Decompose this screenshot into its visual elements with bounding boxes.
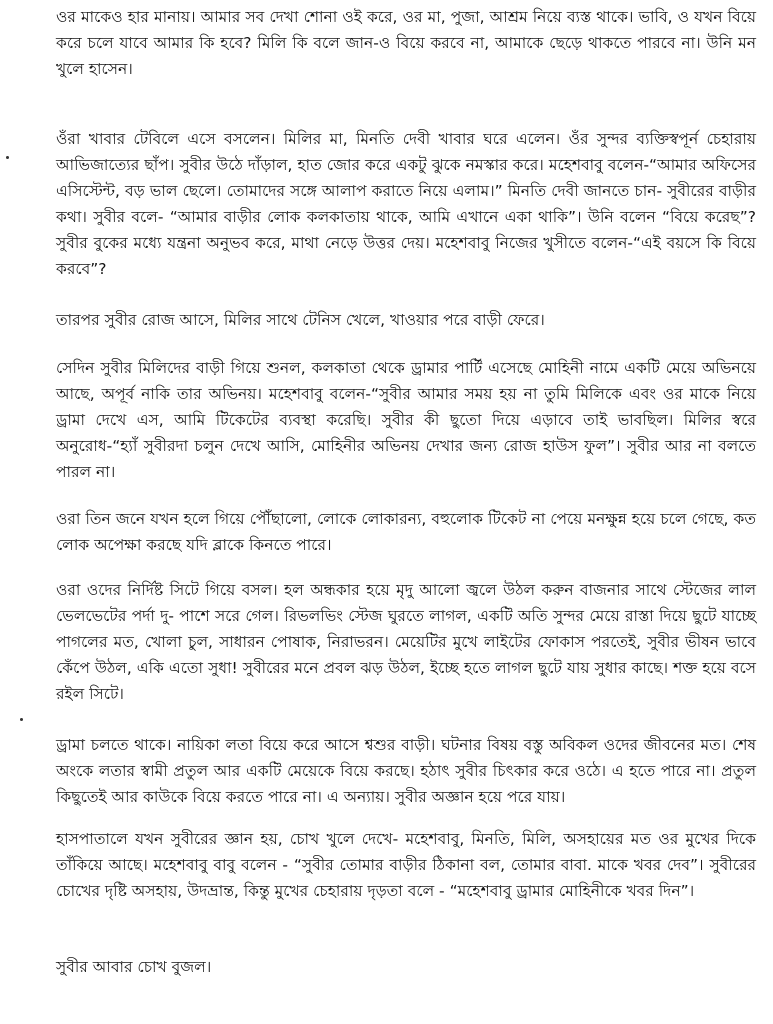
paragraph-7: ড্রামা চলতে থাকে। নায়িকা লতা বিয়ে করে আসে শ্বশুর বাড়ী। ঘটনার বিষয় বস্তু অবিকল ওদের জীবনের মত। শেষ অংকে লতার স্বামী প্রতুল আর একটি মেয়েকে বিয়ে করছে। হঠাৎ সুবীর চিৎকার করে ওঠে। এ হতে পারে না। প্রতুল কিছুতেই আর কাউকে বিয়ে করতে পারে না। এ অন্যায়। সুবীর অজ্ঞান হয়ে পরে যায়। [56,736,756,806]
scan-speck [20,718,23,721]
paragraph-2: ওঁরা খাবার টেবিলে এসে বসলেন। মিলির মা, মিনতি দেবী খাবার ঘরে এলেন। ওঁর সুন্দর ব্যক্তিস্বপূর্ন চেহারায় আভিজাত্যের ছাঁপ। সুবীর উঠে দাঁড়াল, হাত জোর করে একটু ঝুকে নমস্কার করে। মহেশবাবু বলেন-“আমার অফিসের এসিস্টেন্ট, বড় ভাল ছেলে। তোমাদের সঙ্গে আলাপ করাতে নিয়ে এলাম।” মিনতি দেবী জানতে চান- সুবীরের বাড়ীর কথা। সুবীর বলে- “আমার বাড়ীর লোক কলকাতায় থাকে, আমি এখানে একা থাকি”। উনি বলেন “বিয়ে করেছ”? সুবীর বুকের মধ্যে যন্ত্রনা অনুভব করে, মাথা নেড়ে উত্তর দেয়। মহেশবাবু নিজের খুসীতে বলেন-“এই বয়সে কি বিয়ে করবে”? [56,130,756,278]
scan-speck [6,156,9,159]
paragraph-8: হাসপাতালে যখন সুবীরের জ্ঞান হয়, চোখ খুলে দেখে- মহেশবাবু, মিনতি, মিলি, অসহায়ের মত ওর মুখের দিকে তাঁকিয়ে আছে। মহেশবাবু বাবু বলেন - “সুবীর তোমার বাড়ীর ঠিকানা বল, তোমার বাবা. মাকে খবর দেব”। সুবীরের চোখের দৃষ্টি অসহায়, উদভ্রান্ত, কিন্তু মুখের চেহারায় দৃড়তা বলে - “মহেশবাবু ড্রামার মোহিনীকে খবর দিন”। [56,830,756,900]
paragraph-4: সেদিন সুবীর মিলিদের বাড়ী গিয়ে শুনল, কলকাতা থেকে ড্রামার পার্টি এসেছে মোহিনী নামে একটি মেয়ে অভিনয়ে আছে, অপূর্ব নাকি তার অভিনয়। মহেশবাবু বলেন-“সুবীর আমার সময় হয় না তুমি মিলিকে এবং ওর মাকে নিয়ে ড্রামা দেখে এস, আমি টিকেটের ব্যবস্থা করেছি। সুবীর কী ছুতো দিয়ে এড়াবে তাই ভাবছিল। মিলির স্বরে অনুরোধ-“হ্যাঁ সুবীরদা চলুন দেখে আসি, মোহিনীর অভিনয় দেখার জন্য রোজ হাউস ফুল”। সুবীর আর না বলতে পারল না। [56,359,756,481]
paragraph-9: সুবীর আবার চোখ বুজল। [56,958,212,976]
paragraph-3: তারপর সুবীর রোজ আসে, মিলির সাথে টেনিস খেলে, খাওয়ার পরে বাড়ী ফেরে। [56,311,545,329]
paragraph-6: ওরা ওদের নির্দিষ্ট সিটে গিয়ে বসল। হল অন্ধকার হয়ে মৃদু আলো জ্বলে উঠল করুন বাজনার সাথে স্টেজের লাল ভেলভেটের পর্দা দু- পাশে সরে গেল। রিভলভিং স্টেজ ঘুরতে লাগল, একটি অতি সুন্দর মেয়ে রাস্তা দিয়ে ছুটে যাচ্ছে পাগলের মত, খোলা চুল, সাধারন পোষাক, নিরাভরন। মেয়েটির মুখে লাইটের ফোকাস পরতেই, সুবীর ভীষন ভাবে কেঁপে উঠল, একি এতো সুধা! সুবীরের মনে প্রবল ঝড় উঠল, ইচ্ছে হতে লাগল ছুটে যায় সুধার কাছে। শক্ত হয়ে বসে রইল সিটে। [56,581,756,703]
paragraph-1: ওর মাকেও হার মানায়। আমার সব দেখা শোনা ওই করে, ওর মা, পুজা, আশ্রম নিয়ে ব্যস্ত থাকে। ভাবি, ও যখন বিয়ে করে চলে যাবে আমার কি হবে? মিলি কি বলে জান-ও বিয়ে করবে না, আমাকে ছেড়ে থাকতে পারবে না। উনি মন খুলে হাসেন। [56,8,756,78]
paragraph-5: ওরা তিন জনে যখন হলে গিয়ে পৌঁছালো, লোকে লোকারন্য, বহুলোক টিকেট না পেয়ে মনক্ষুন্ন হয়ে চলে গেছে, কত লোক অপেক্ষা করছে যদি ব্লাকে কিনতে পারে। [56,510,756,554]
